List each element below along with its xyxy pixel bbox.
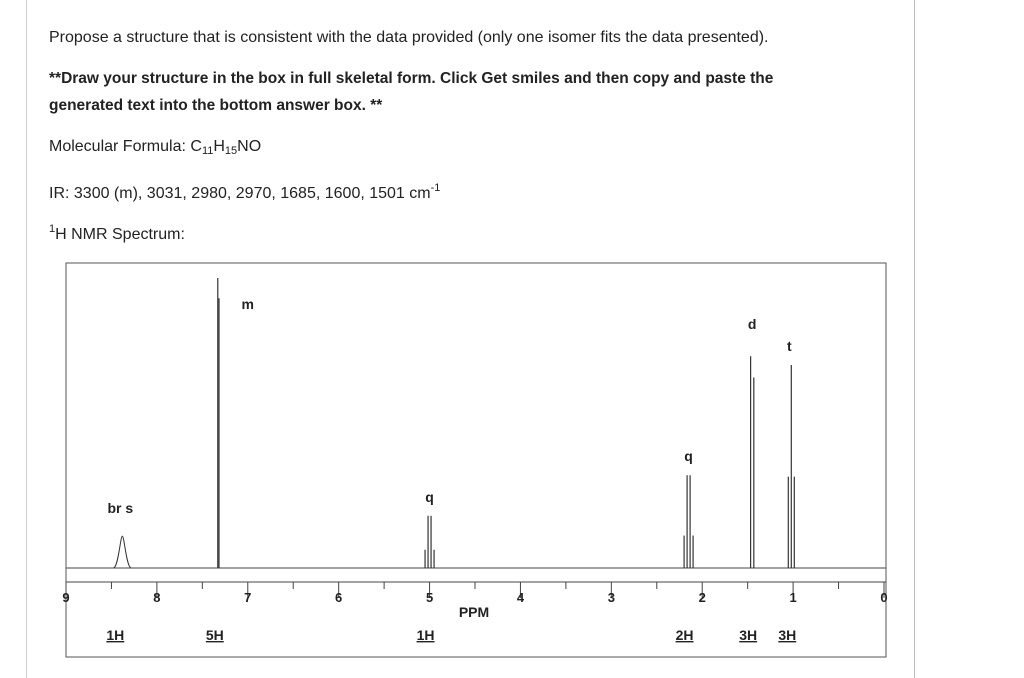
formula-h: H [213,138,225,155]
multiplicity-label: br s [107,500,134,516]
instruction-line-1: **Draw your structure in the box in full skeletal form. Click Get smiles and then copy and paste the [49,70,774,87]
x-tick-label: 2 [698,590,706,605]
formula-label: Molecular Formula: [49,138,191,155]
plot-area-border [66,263,886,657]
nmr-isotope: 1 [49,223,56,235]
x-tick-label: 7 [244,590,252,605]
multiplicity-label: q [684,448,693,465]
formula-c-count: 11 [201,145,214,157]
x-axis-label: PPM [458,604,490,620]
ir-unit-exponent: -1 [430,182,441,194]
ir-text: IR: 3300 (m), 3031, 2980, 2970, 1685, 1600, 1501 cm [49,185,431,202]
integration-label: 3H [739,627,758,643]
formula-rest: NO [237,138,262,155]
formula-h-count: 15 [224,145,238,157]
multiplicity-label: m [241,296,255,312]
x-tick-label: 1 [789,590,797,605]
integration-label: 2H [675,627,694,643]
multiplicity-label: d [747,316,757,332]
integration-label: 1H [416,627,435,643]
x-tick-label: 5 [425,590,434,605]
x-tick-label: 3 [607,590,615,605]
formula-c: C [190,138,202,155]
question-intro: Propose a structure that is consistent with the data provided (only one isomer fits the data presented). [49,29,769,46]
integration-label: 5H [205,627,224,643]
multiplicity-label: t [786,338,792,354]
x-tick-label: 8 [153,590,161,605]
peak-br-s [113,536,131,568]
multiplicity-label: q [425,488,434,505]
nmr-label: H NMR Spectrum: [55,226,185,243]
x-tick-label: 6 [335,590,343,605]
integration-label: 3H [778,627,797,643]
x-tick-label: 9 [62,590,70,605]
x-tick-label: 4 [516,590,525,605]
integration-label: 1H [106,627,125,643]
instruction-line-2: generated text into the bottom answer box. ** [49,97,383,114]
x-tick-label: 0 [880,590,888,605]
